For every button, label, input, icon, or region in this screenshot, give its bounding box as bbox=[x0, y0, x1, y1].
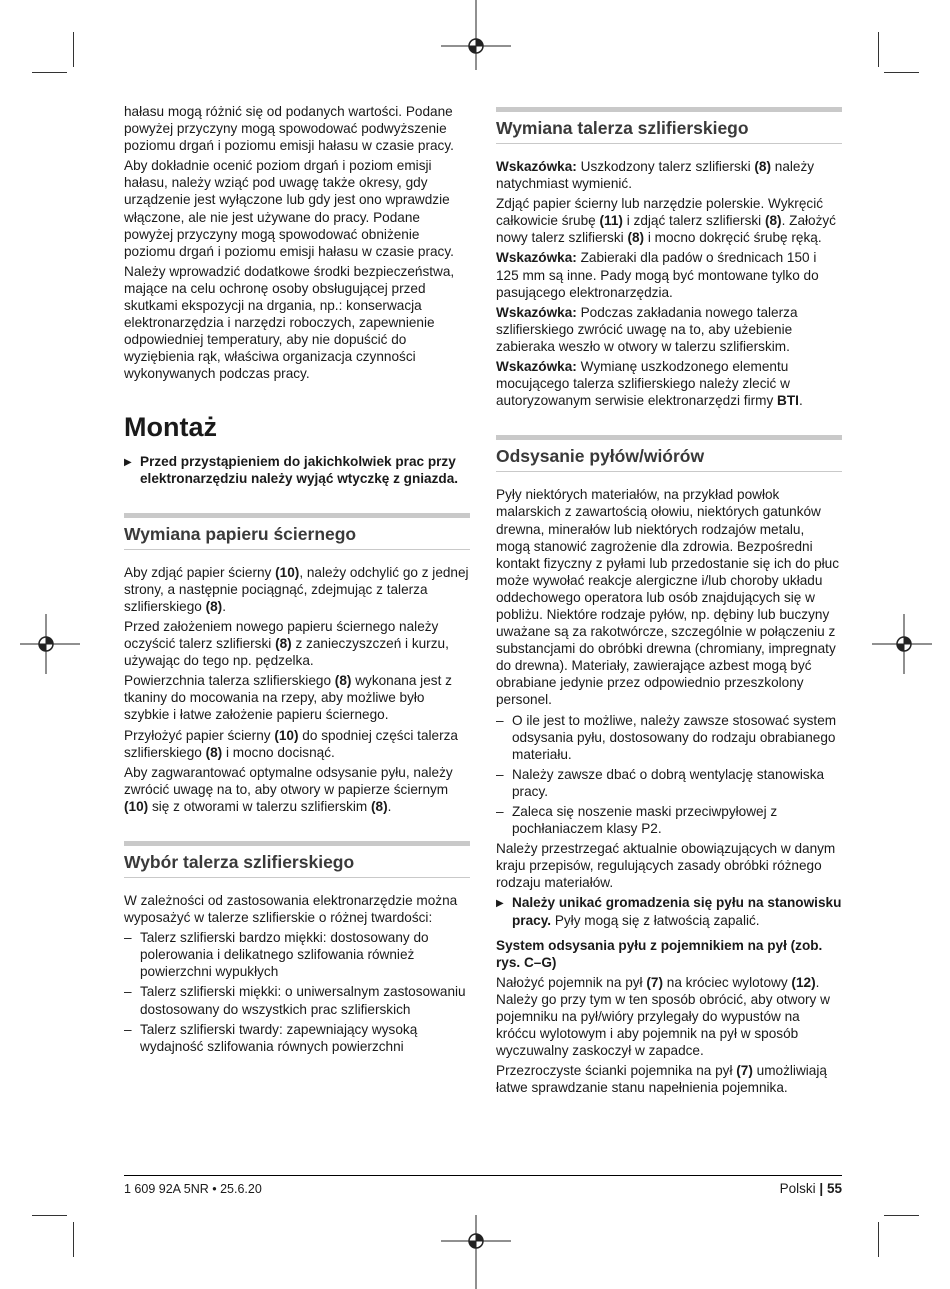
warning-bullet: ▶ Przed przystąpieniem do jakichkolwiek prac przy elektronarzędziu należy wyjąć wtyczkę z gniazda. bbox=[124, 453, 470, 487]
page-footer bbox=[124, 1175, 842, 1196]
paragraph: Powierzchnia talerza szlifierskiego (8) wykonana jest z tkaniny do mocowania na rzepy, aby możliwe było szybkie i łatwe założenie papieru ściernego. bbox=[124, 673, 452, 723]
crop-mark bbox=[73, 32, 74, 67]
section-header bbox=[496, 435, 842, 472]
crop-mark bbox=[73, 1222, 74, 1257]
paragraph: Aby zagwarantować optymalne odsysanie pyłu, należy zwrócić uwagę na to, aby otwory w papierze ściernym (10) się z otworami w talerzu szlifierskim (8). bbox=[124, 764, 453, 814]
document-code: 1 609 92A 5NR • 25.6.20 bbox=[124, 1182, 262, 1196]
list-item: – Talerz szlifierski twardy: zapewniający wysoką wydajność szlifowania równych powierzchni bbox=[124, 1021, 470, 1055]
page-label bbox=[780, 1181, 842, 1196]
list-item: – Talerz szlifierski bardzo miękki: dostosowany do polerowania i delikatnego szlifowania również powierzchni wypukłych bbox=[124, 929, 470, 980]
language-label: Polski bbox=[779, 1181, 816, 1196]
paragraph: Należy wprowadzić dodatkowe środki bezpieczeństwa, mające na celu ochronę osoby obsługującej przed skutkami ekspozycji na drgania, np.: konserwacja elektronarzędzia i narzędzi roboczych, zapewnienie odpowiedniej temperatury, aby nie dopuścić do wyziębienia rąk, właściwa organizacja czynności wykonywanych podczas pracy. bbox=[124, 263, 455, 382]
crop-mark bbox=[884, 72, 919, 73]
paragraph: Pyły niektórych materiałów, na przykład powłok malarskich z zawartością ołowiu, niektórych gatunków drewna, minerałów lub niektórych rodzajów metalu, mogą stanowić zagrożenie dla zdrowia. Bezpośredni kontakt fizyczny z pyłami lub przedostanie się ich do płuc może wywołać reakcje alergiczne i/lub choroby układu oddechowego operatora lub osób znajdujących się w pobliżu. Niektóre rodzaje pyłów, np. dębiny lub buczyny uważane są za rakotwórcze, szczególnie w połączeniu z substancjami do obróbki drewna (chromiany, impregnaty do drewna). Materiały, zawierające azbest mogą być obrabiane jedynie przez odpowiednio przeszkolony personel. bbox=[496, 487, 840, 708]
section-header bbox=[124, 841, 470, 878]
section-title: Wymiana talerza szlifierskiego bbox=[496, 118, 749, 138]
crop-mark bbox=[878, 32, 879, 67]
registration-mark-icon bbox=[441, 1205, 511, 1289]
separator: | bbox=[819, 1181, 824, 1196]
paragraph: Należy przestrzegać aktualnie obowiązujących w danym kraju przepisów, regulujących zasady obróbki różnego rodzaju materiałów. bbox=[496, 841, 836, 891]
list-item: – Talerz szlifierski miękki: o uniwersalnym zastosowaniu dostosowany do wszystkich prac szlifierskich bbox=[124, 983, 470, 1017]
left-column bbox=[124, 103, 470, 1058]
paragraph: Przed założeniem nowego papieru ściernego należy oczyścić talerz szlifierski (8) z zanieczyszczeń i kurzu, używając do tego np. pędzelka. bbox=[124, 618, 449, 669]
paragraph: Przezroczyste ścianki pojemnika na pył (7) umożliwiają łatwe sprawdzanie stanu napełnienia pojemnika. bbox=[496, 1063, 827, 1096]
registration-mark-icon bbox=[20, 614, 80, 674]
list-item: – Zaleca się noszenie maski przeciwpyłowej z pochłaniaczem klasy P2. bbox=[496, 803, 842, 837]
paragraph: Wskazówka: Zabieraki dla padów o średnicach 150 i 125 mm są inne. Pady mogą być montowane tylko do pasującego elektronarzędzia. bbox=[496, 250, 819, 300]
list-item: – Należy zawsze dbać o dobrą wentylację stanowiska pracy. bbox=[496, 766, 842, 800]
paragraph: hałasu mogą różnić się od podanych wartości. Podane powyżej przyczyny mogą spowodować podwyższenie poziomu drgań i poziomu emisji hałasu w czasie pracy. bbox=[124, 104, 454, 154]
right-column bbox=[496, 103, 842, 1100]
section-header bbox=[496, 107, 842, 144]
page-number: 55 bbox=[826, 1181, 842, 1196]
paragraph: Zdjąć papier ścierny lub narzędzie polerskie. Wykręcić całkowicie śrubę (11) i zdjąć talerz szlifierski (8). Założyć nowy talerz szlifierski (8) i mocno dokręcić śrubę ręką. bbox=[496, 196, 836, 246]
chapter-title: Montaż bbox=[124, 411, 217, 442]
warning-bullet: ▶ Należy unikać gromadzenia się pyłu na stanowisku pracy. Pyły mogą się z łatwością zapalić. bbox=[496, 894, 842, 928]
subsection-title: System odsysania pyłu z pojemnikiem na pył (zob. rys. C–G) bbox=[496, 937, 823, 970]
section-title: Wymiana papieru ściernego bbox=[124, 523, 357, 544]
list-item: – O ile jest to możliwe, należy zawsze stosować system odsysania pyłu, dostosowany do rodzaju obrabianego materiału. bbox=[496, 712, 842, 763]
paragraph: W zależności od zastosowania elektronarzędzie można wyposażyć w talerze szlifierskie o różnej twardości: bbox=[124, 893, 458, 926]
registration-mark-icon bbox=[872, 614, 932, 674]
paragraph: Wskazówka: Wymianę uszkodzonego elementu mocującego talerza szlifierskiego należy zlecić w autoryzowanym serwisie elektronarzędzi firmy BTI. bbox=[496, 359, 803, 409]
registration-mark-icon bbox=[441, 0, 511, 90]
section-title: Wybór talerza szlifierskiego bbox=[124, 852, 355, 872]
paragraph: Wskazówka: Uszkodzony talerz szlifierski (8) należy natychmiast wymienić. bbox=[496, 159, 815, 192]
paragraph: Nałożyć pojemnik na pył (7) na króciec wylotowy (12). Należy go przy tym w ten sposób obrócić, aby otwory w pojemniku na pył/wióry przylegały do wypustów na króćcu wylotowym i aby pojemnik na pył w sposób wyczuwalny zaskoczył w zapadce. bbox=[496, 974, 830, 1059]
section-title: Odsysanie pyłów/wiórów bbox=[496, 446, 705, 467]
paragraph: Wskazówka: Podczas zakładania nowego talerza szlifierskiego zwrócić uwagę na to, aby użebienie zabieraka weszło w otwory w talerzu szlifierskim. bbox=[496, 304, 798, 354]
crop-mark bbox=[32, 1215, 67, 1216]
section-header bbox=[124, 513, 470, 550]
paragraph: Aby dokładnie ocenić poziom drgań i poziom emisji hałasu, należy wziąć pod uwagę także okresy, gdy urządzenie jest wyłączone lub gdy jest ono wprawdzie włączone, ale nie jest używane do pracy. Podane powyżej przyczyny mogą spowodować obniżenie poziomu drgań i poziomu emisji hałasu w czasie pracy. bbox=[124, 158, 454, 259]
paragraph: Przyłożyć papier ścierny (10) do spodniej części talerza szlifierskiego (8) i mocno docisnąć. bbox=[124, 727, 458, 760]
crop-mark bbox=[32, 72, 67, 73]
crop-mark bbox=[878, 1222, 879, 1257]
crop-mark bbox=[884, 1215, 919, 1216]
paragraph: Aby zdjąć papier ścierny (10), należy odchylić go z jednej strony, a następnie pociągnąć, zdejmując z talerza szlifierskiego (8). bbox=[124, 564, 469, 614]
